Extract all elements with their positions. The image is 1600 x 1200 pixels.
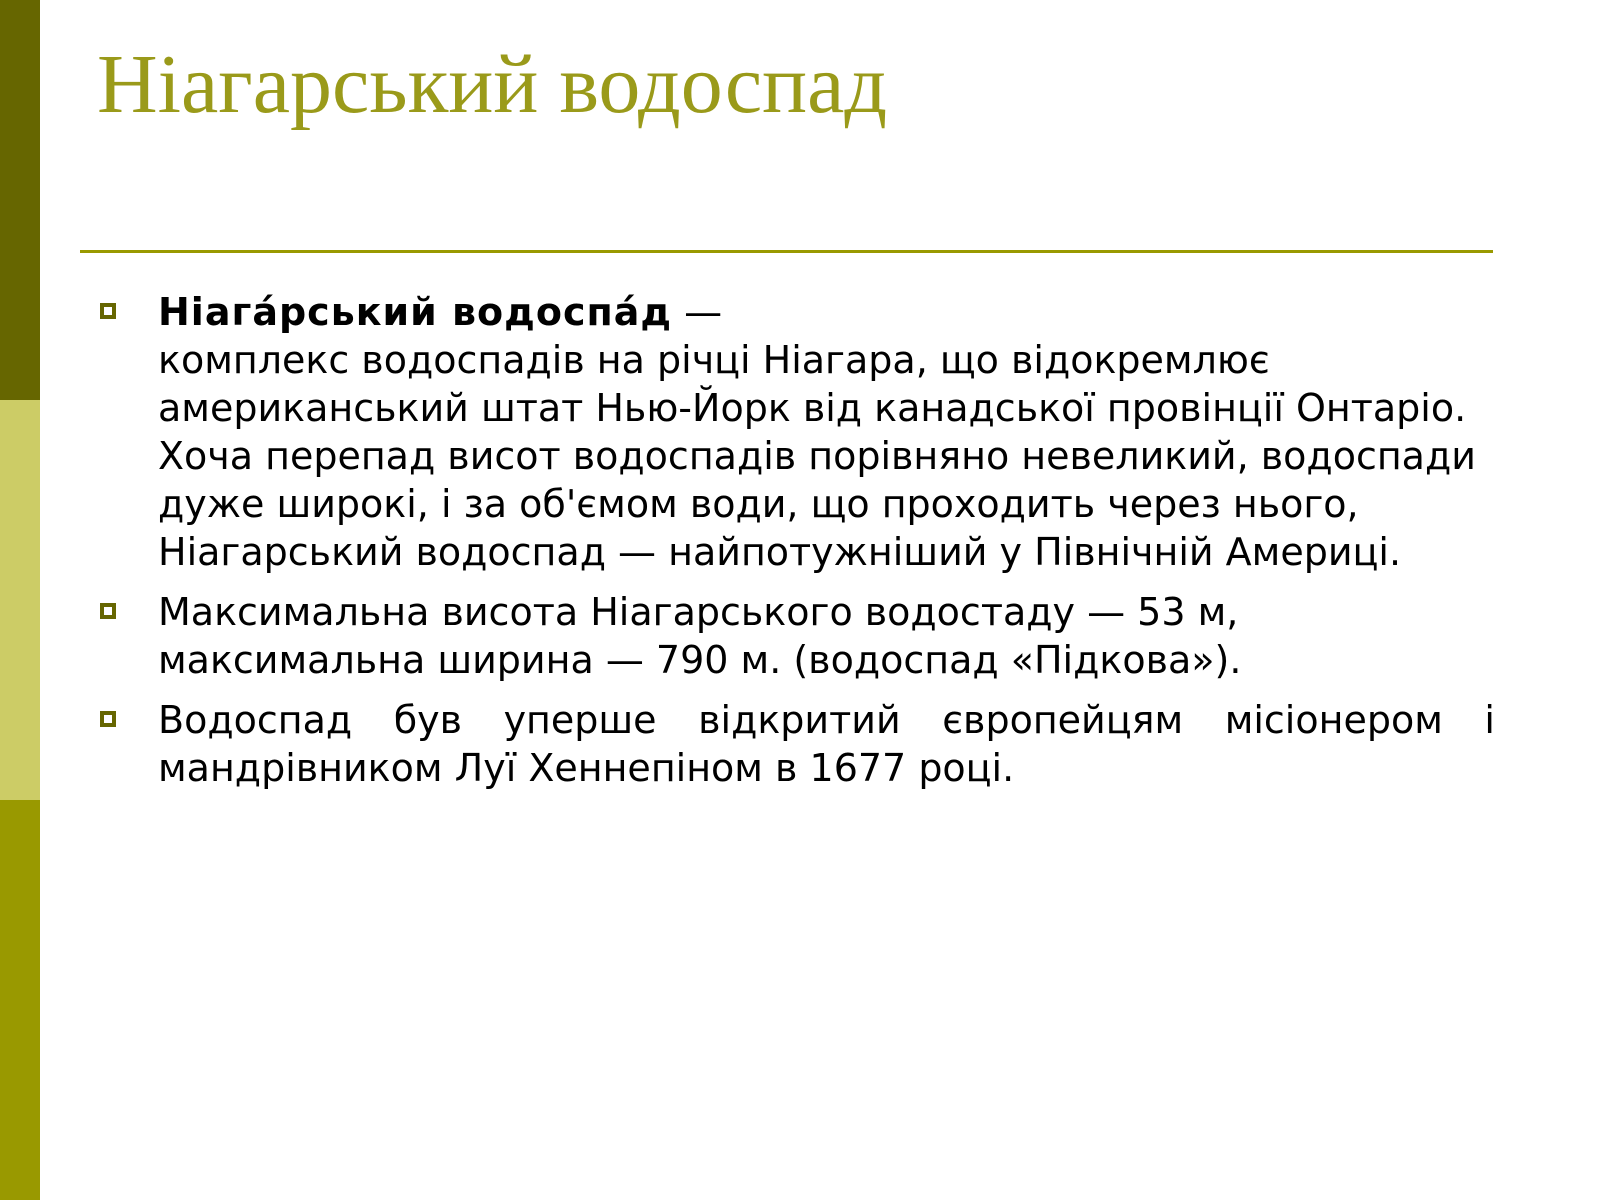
slide-title: Ніагарський водоспад	[97, 38, 888, 131]
bullet-item-1	[100, 288, 1495, 576]
bullet-1-heading	[158, 288, 1495, 336]
square-bullet-icon	[100, 603, 116, 619]
title-divider	[80, 250, 1493, 253]
bullet-item-3	[100, 696, 1495, 792]
side-bar-middle	[0, 400, 40, 800]
bullet-2-text: Максимальна висота Ніагарського водостаду — 53 м, максимальна ширина — 790 м. (водоспад «Підкова»).	[158, 590, 1242, 682]
square-bullet-icon	[100, 711, 116, 727]
side-bar-bottom	[0, 800, 40, 1200]
bullet-1-text: комплекс водоспадів на річці Ніагара, що відокремлює американський штат Нью-Йорк від канадської провінції Онтаріо. Хоча перепад висот водоспадів порівняно невеликий, водоспади дуже широкі, і за об'ємом води, що проходить через нього, Ніагарський водоспад — найпотужніший у Північній Америці.	[158, 338, 1476, 574]
bullet-item-2	[100, 588, 1495, 684]
square-bullet-icon	[100, 303, 116, 319]
side-bar-top	[0, 0, 40, 400]
slide-content	[100, 288, 1495, 804]
bullet-1-term: Ніага́рський водоспа́д	[158, 290, 673, 334]
bullet-3-text: Водоспад був уперше відкритий європейцям місіонером і мандрівником Луї Хеннепіном в 1677 році.	[158, 698, 1495, 790]
bullet-1-dash: —	[672, 290, 723, 334]
